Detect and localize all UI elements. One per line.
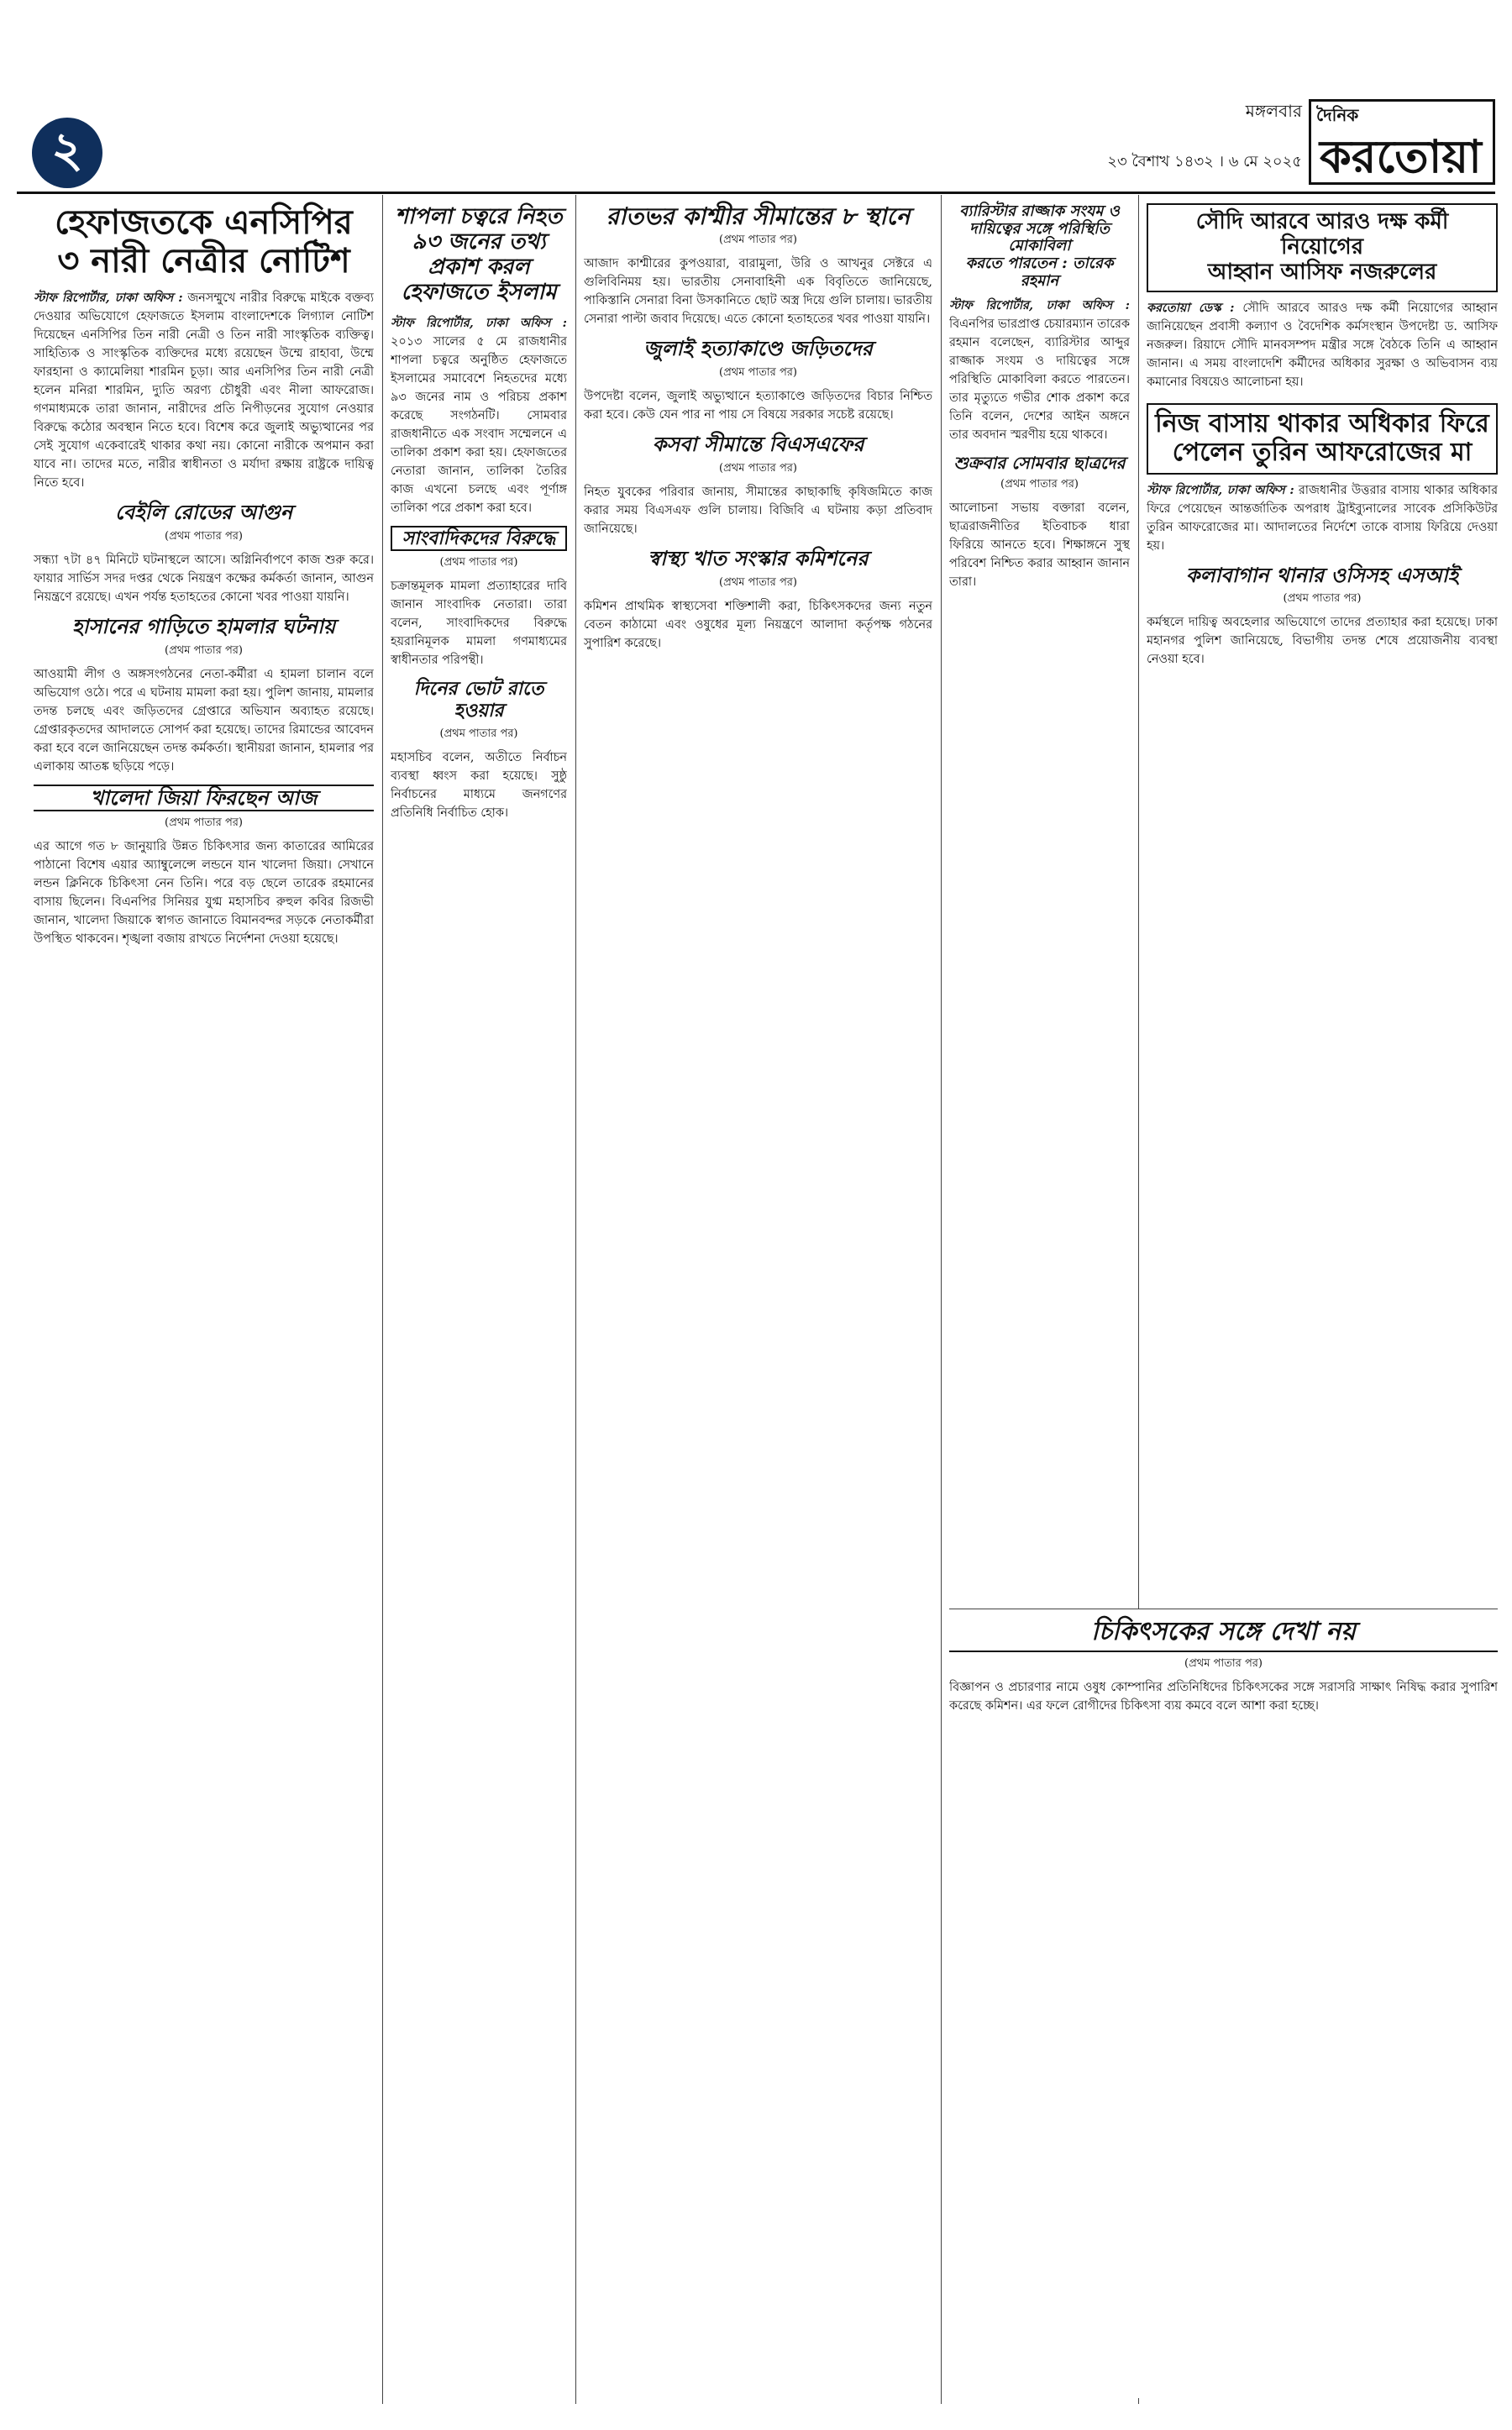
headline-hefazat-line1: হেফাজতকে এনসিপির [55, 202, 353, 242]
column-divider [941, 195, 942, 2404]
headline-razzak-line3: করতে পারতেন : তারেক রহমান [965, 255, 1114, 290]
continued-label: (প্রথম পাতার পর) [719, 461, 797, 475]
subheadline-kalabagan: কলাবাগান থানার ওসিসহ এসআই [1185, 562, 1459, 587]
article-body: বিএনপির ভারপ্রাপ্ত চেয়ারম্যান তারেক রহমান বলেছেন, ব্যারিস্টার আব্দুর রাজ্জাক সংযম ও দায়িত্বের সঙ্গে পরিস্থিতি মোকাবিলা করতে পারতেন। তার মৃত্যুতে গভীর শোক প্রকাশ করে তিনি বলেন, দেশের আইন অঙ্গনে তার অবদান স্মরণীয় হয়ে থাকবে। [949, 318, 1130, 443]
article-body: জনসম্মুখে নারীর বিরুদ্ধে মাইকে বক্তব্য দেওয়ার অভিযোগে হেফাজতে ইসলাম বাংলাদেশকে লিগ্যাল নোটিশ দিয়েছেন এনসিপির তিন নারী নেত্রী ও তিন নারী সাংস্কৃতিক ব্যক্তিত্ব। সাহিত্যিক ও সাংস্কৃতিক ব্যক্তিদের মধ্যে রয়েছেন উম্মে রাহাবা, উম্মে ফারহানা ও ক্যামেলিয়া শারমিন চূড়া। আর এনসিপির তিন নারী নেত্রী হলেন মনিরা শারমিন, দ্যুতি অরণ্য চৌধুরী এবং নীলা আফরোজ। গণমাধ্যমকে তারা জানান, নারীদের প্রতি নিপীড়নের সুযোগ নেওয়ার বিরুদ্ধে কঠোর অবস্থান নিতে হবে। বিশেষ করে জুলাই অভ্যুত্থানের পর সেই সুযোগ একেবারেই থাকার কথা নয়। কোনো নারীকে অপমান করা যাবে না। তাদের মতে, নারীর স্বাধীনতা ও মর্যাদা রক্ষায় রাষ্ট্রকে দায়িত্ব নিতে হবে। [34, 291, 374, 490]
article-body: সন্ধ্যা ৭টা ৪৭ মিনিটে ঘটনাস্থলে আসে। অগ্নিনির্বাপণে কাজ শুরু করে। ফায়ার সার্ভিস সদর দপ্তর থেকে নিয়ন্ত্রণ কক্ষের কর্মকর্তা জানান, আগুন নিয়ন্ত্রণে রয়েছে। এখন পর্যন্ত হতাহতের কোনো খবর পাওয়া যায়নি। [34, 553, 374, 604]
column-3 [584, 200, 932, 2405]
continued-label: (প্রথম পাতার পর) [1184, 1657, 1263, 1670]
logo-prefix: দৈনিক [1316, 105, 1359, 125]
newspaper-logo [1309, 99, 1495, 185]
subheadline-night-vote: দিনের ভোট রাতে হওয়ার [413, 677, 544, 722]
byline: স্টাফ রিপোর্টার, ঢাকা অফিস : [391, 315, 567, 330]
headline-shapla-chattar: শাপলা চত্বরে নিহত ৯৩ জনের তথ্য প্রকাশ করল হেফাজতে ইসলাম [395, 204, 563, 305]
byline: স্টাফ রিপোর্টার, ঢাকা অফিস : [949, 298, 1130, 313]
continued-label: (প্রথম পাতার পর) [165, 816, 243, 830]
continued-label: (প্রথম পাতার পর) [1000, 478, 1079, 491]
headline-saudi-line2: আহ্বান আসিফ নজরুলের [1207, 259, 1437, 285]
masthead-rule [17, 192, 1495, 194]
byline: স্টাফ রিপোর্টার, ঢাকা অফিস : [1147, 482, 1294, 497]
article-body: চক্রান্তমূলক মামলা প্রত্যাহারের দাবি জানান সাংবাদিক নেতারা। তারা বলেন, সাংবাদিকদের বিরুদ্ধে হয়রানিমূলক মামলা গণমাধ্যমের স্বাধীনতার পরিপন্থী। [391, 579, 567, 667]
subheadline-journalists: সাংবাদিকদের বিরুদ্ধে [391, 526, 567, 551]
article-body: মহাসচিব বলেন, অতীতে নির্বাচন ব্যবস্থা ধ্বংস করা হয়েছে। সুষ্ঠু নির্বাচনের মাধ্যমে জনগণের প্রতিনিধি নির্বাচিত হোক। [391, 750, 567, 820]
headline-razzak-line2: দায়িত্বের সঙ্গে পরিস্থিতি মোকাবিলা [969, 219, 1110, 255]
headline-box-saudi [1147, 203, 1498, 292]
article-body: কমিশন প্রাথমিক স্বাস্থ্যসেবা শক্তিশালী করা, চিকিৎসকদের জন্য নতুন বেতন কাঠামো এবং ওষুধের মূল্য নিয়ন্ত্রণে আলাদা কর্তৃপক্ষ গঠনের সুপারিশ করেছে। [584, 599, 932, 650]
article-body: বিজ্ঞাপন ও প্রচারণার নামে ওষুধ কোম্পানির প্রতিনিধিদের চিকিৎসকের সঙ্গে সরাসরি সাক্ষাৎ নিষিদ্ধ করার সুপারিশ করেছে কমিশন। এর ফলে রোগীদের চিকিৎসা ব্যয় কমবে বলে আশা করা হচ্ছে। [949, 1681, 1498, 1713]
subheadline-doctor-meeting: চিকিৎসকের সঙ্গে দেখা নয় [949, 1617, 1498, 1652]
article-body: আজাদ কাশ্মীরের কুপওয়ারা, বারামুলা, উরি ও আখনুর সেক্টরে এ গুলিবিনিময় হয়। ভারতীয় সেনাবাহিনী এক বিবৃতিতে জানিয়েছে, পাকিস্তানি সেনারা বিনা উসকানিতে ছোট অস্ত্র দিয়ে গুলি চালায়। ভারতীয় সেনারা পাল্টা জবাব দিয়েছে। এতে কোনো হতাহতের খবর পাওয়া যায়নি। [584, 257, 932, 327]
page-number-badge: ২ [32, 118, 102, 188]
article-body: উপদেষ্টা বলেন, জুলাই অভ্যুত্থানে হত্যাকাণ্ডে জড়িতদের বিচার নিশ্চিত করা হবে। কেউ যেন পার না পায় সে বিষয়ে সরকার সচেষ্ট রয়েছে। [584, 389, 932, 422]
subheadline-khaleda-zia: খালেদা জিয়া ফিরছেন আজ [34, 785, 374, 812]
headline-saudi-line1: সৌদি আরবে আরও দক্ষ কর্মী নিয়োগের [1195, 209, 1449, 260]
column-divider [575, 195, 576, 2404]
column-2 [391, 200, 567, 2405]
continued-label: (প্রথম পাতার পর) [719, 575, 797, 589]
column-1 [34, 200, 374, 2405]
subheadline-baily-road: বেইলি রোডের আগুন [114, 500, 293, 524]
article-body: আলোচনা সভায় বক্তারা বলেন, ছাত্ররাজনীতির ইতিবাচক ধারা ফিরিয়ে আনতে হবে। শিক্ষাঙ্গনে সুস্থ পরিবেশ নিশ্চিত করার আহ্বান জানান তারা। [949, 501, 1130, 590]
doctor-story-block [949, 1609, 1498, 2398]
continued-label: (প্রথম পাতার পর) [439, 555, 518, 569]
column-divider [382, 195, 383, 2404]
subheadline-kasba-bsf: কসবা সীমান্তে বিএসএফের [652, 431, 864, 456]
continued-label: (প্রথম পাতার পর) [439, 727, 518, 740]
date-label: ২৩ বৈশাখ ১৪৩২ । ৬ মে ২০২৫ [1107, 153, 1302, 171]
article-body: আওয়ামী লীগ ও অঙ্গসংগঠনের নেতা-কর্মীরা এ হামলা চালান বলে অভিযোগ ওঠে। পরে এ ঘটনায় মামলা করা হয়। পুলিশ জানায়, মামলার তদন্ত চলছে এবং জড়িতদের গ্রেপ্তারে অভিযান অব্যাহত রয়েছে। গ্রেপ্তারকৃতদের আদালতে সোপর্দ করা হয়েছে। তাদের রিমান্ডের আবেদন করা হবে বলে জানিয়েছেন তদন্ত কর্মকর্তা। স্থানীয়রা জানান, হামলার পর এলাকায় আতঙ্ক ছড়িয়ে পড়ে। [34, 667, 374, 774]
continued-label: (প্রথম পাতার পর) [165, 529, 243, 543]
byline: স্টাফ রিপোর্টার, ঢাকা অফিস : [34, 291, 183, 305]
continued-label: (প্রথম পাতার পর) [165, 643, 243, 657]
headline-razzak-line1: ব্যারিস্টার রাজ্জাক সংযম ও [959, 202, 1120, 220]
continued-label: (প্রথম পাতার পর) [719, 234, 797, 247]
article-body: কর্মস্থলে দায়িত্ব অবহেলার অভিযোগে তাদের প্রত্যাহার করা হয়েছে। ঢাকা মহানগর পুলিশ জানিয়েছে, বিভাগীয় তদন্ত শেষে প্রয়োজনীয় ব্যবস্থা নেওয়া হবে। [1147, 616, 1498, 667]
continued-label: (প্রথম পাতার পর) [719, 365, 797, 379]
article-body: রাজধানীর উত্তরার বাসায় থাকার অধিকার ফিরে পেয়েছেন আন্তর্জাতিক অপরাধ ট্রাইব্যুনালের সাবেক প্রসিকিউটর তুরিন আফরোজের মা। আদালতের নির্দেশে তাকে বাসায় ফিরিয়ে দেওয়া হয়। [1147, 483, 1498, 553]
article-body: ২০১৩ সালের ৫ মে রাজধানীর শাপলা চত্বরে অনুষ্ঠিত হেফাজতে ইসলামের সমাবেশে নিহতদের মধ্যে ৯৩ জনের নাম ও পরিচয় প্রকাশ করেছে সংগঠনটি। সোমবার রাজধানীতে এক সংবাদ সম্মেলনে এ তালিকা প্রকাশ করা হয়। হেফাজতের নেতারা জানান, তালিকা তৈরির কাজ এখনো চলছে এবং পূর্ণাঙ্গ তালিকা পরে প্রকাশ করা হবে। [391, 334, 567, 515]
headline-turin-afroz: নিজ বাসায় থাকার অধিকার ফিরে পেলেন তুরিন আফরোজের মা [1147, 403, 1498, 475]
subheadline-hasan-car: হাসানের গাড়িতে হামলার ঘটনায় [71, 613, 336, 638]
subheadline-health-commission: স্বাস্থ্য খাত সংস্কার কমিশনের [648, 545, 869, 570]
headline-kashmir-border: রাতভর কাশ্মীর সীমান্তের ৮ স্থানে [606, 202, 911, 230]
logo-title: করতোয়া [1320, 130, 1482, 183]
continued-label: (প্রথম পাতার পর) [1283, 592, 1362, 606]
byline: করতোয়া ডেস্ক : [1147, 300, 1235, 315]
article-body: নিহত যুবকের পরিবার জানায়, সীমান্তের কাছাকাছি কৃষিজমিতে কাজ করার সময় বিএসএফ গুলি চালায়। বিজিবি এ ঘটনায় কড়া প্রতিবাদ জানিয়েছে। [584, 485, 932, 536]
weekday-label: মঙ্গলবার [1245, 101, 1302, 121]
article-body: এর আগে গত ৮ জানুয়ারি উন্নত চিকিৎসার জন্য কাতারের আমিরের পাঠানো বিশেষ এয়ার অ্যাম্বুলেন্সে লন্ডনে যান খালেদা জিয়া। সেখানে লন্ডন ক্লিনিকে চিকিৎসা নেন তিনি। পরে বড় ছেলে তারেক রহমানের বাসায় ছিলেন। বিএনপির সিনিয়র যুগ্ম মহাসচিব রুহুল কবির রিজভী জানান, খালেদা জিয়াকে স্বাগত জানাতে বিমানবন্দর সড়কে নেতাকর্মীরা উপস্থিত থাকবেন। শৃঙ্খলা বজায় রাখতে নির্দেশনা দেওয়া হয়েছে। [34, 840, 374, 947]
article-body: সৌদি আরবে আরও দক্ষ কর্মী নিয়োগের আহ্বান জানিয়েছেন প্রবাসী কল্যাণ ও বৈদেশিক কর্মসংস্থান উপদেষ্টা ড. আসিফ নজরুল। রিয়াদে সৌদি মানবসম্পদ মন্ত্রীর সঙ্গে বৈঠকে তিনি এ আহ্বান জানান। এ সময় বাংলাদেশি কর্মীদের অধিকার সুরক্ষা ও অভিবাসন ব্যয় কমানোর বিষয়েও আলোচনা হয়। [1147, 301, 1498, 389]
headline-hefazat-line2: ৩ নারী নেত্রীর নোটিশ [57, 241, 350, 281]
subheadline-july-killings: জুলাই হত্যাকাণ্ডে জড়িতদের [643, 336, 873, 361]
subheadline-students: শুক্রবার সোমবার ছাত্রদের [953, 453, 1126, 474]
